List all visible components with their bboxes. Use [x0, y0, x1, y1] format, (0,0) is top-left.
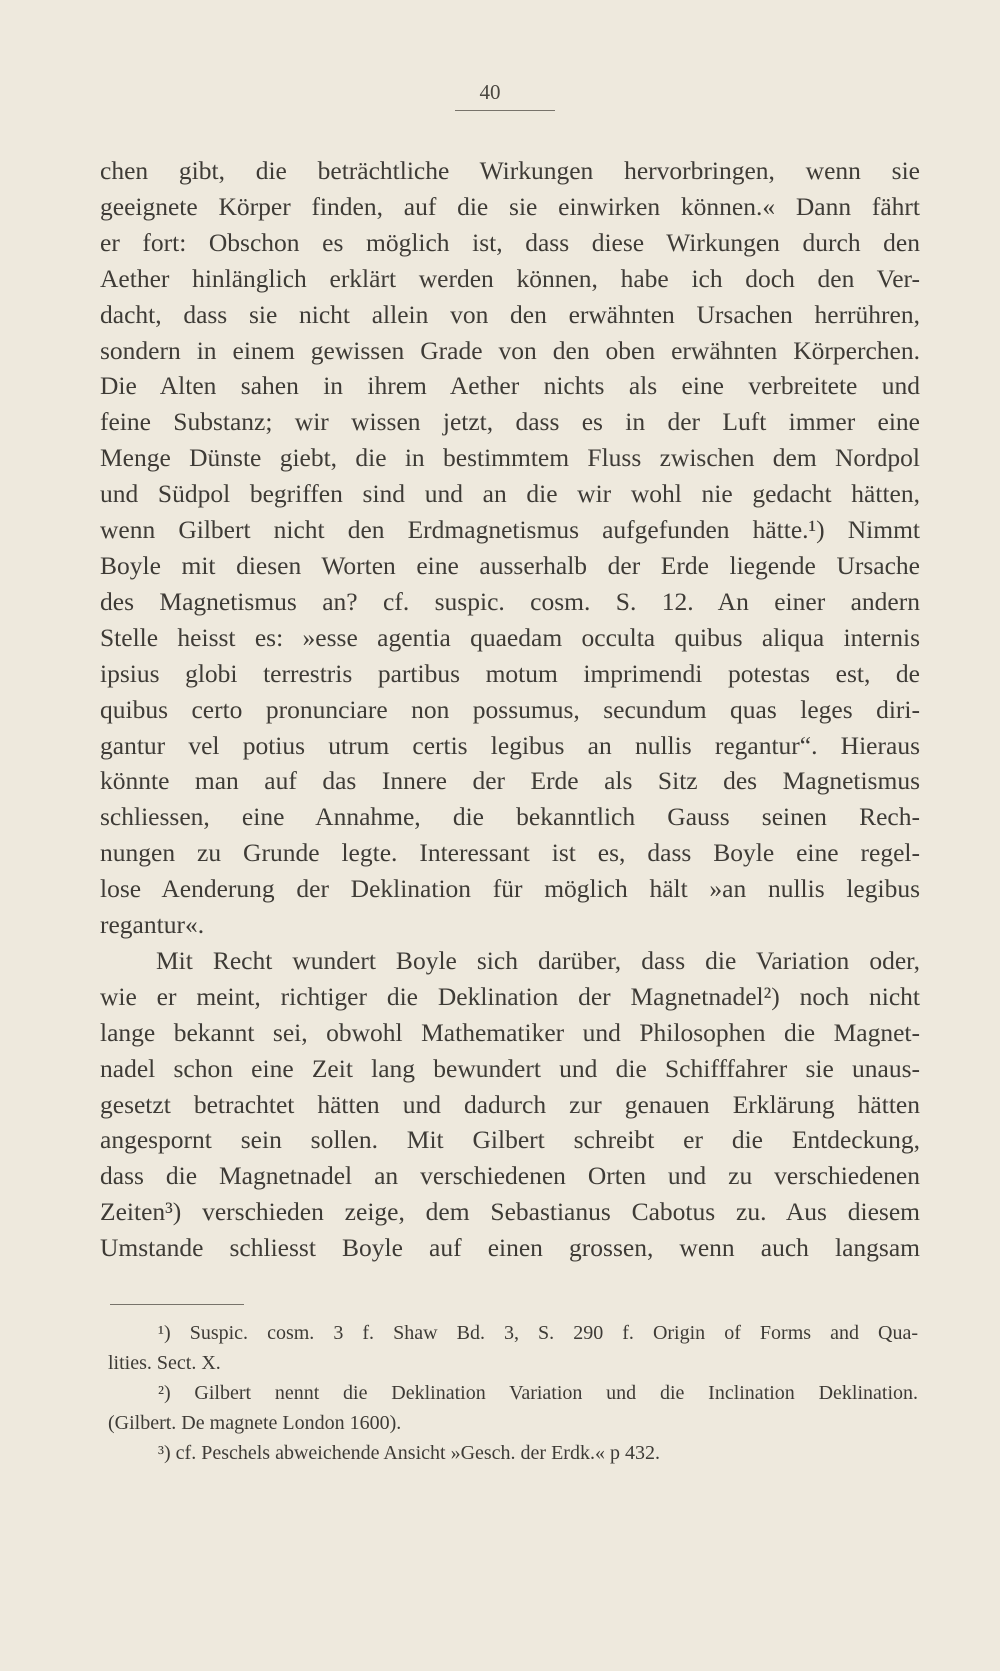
text-line: Zeiten³) verschieden zeige, dem Sebastianus Cabotus zu. Aus diesem — [100, 1197, 920, 1227]
text-line: wenn Gilbert nicht den Erdmagnetismus aufgefunden hätte.¹) Nimmt — [100, 515, 920, 545]
text-line: lange bekannt sei, obwohl Mathematiker und Philosophen die Magnet- — [100, 1017, 920, 1047]
text-line: Stelle heisst es: »esse agentia quaedam occulta quibus aliqua internis — [100, 622, 920, 652]
text-line: Boyle mit diesen Worten eine ausserhalb der Erde liegende Ursache — [100, 550, 920, 580]
text-line: schliessen, eine Annahme, die bekanntlich Gauss seinen Rech- — [100, 802, 920, 832]
text-line: chen gibt, die beträchtliche Wirkungen hervorbringen, wenn sie — [100, 156, 920, 185]
footnote-line: (Gilbert. De magnete London 1600). — [108, 1412, 402, 1434]
text-line: sondern in einem gewissen Grade von den oben erwähnten Körperchen. — [100, 335, 920, 365]
footnote-line: ³) cf. Peschels abweichende Ansicht »Gesch. der Erdk.« p 432. — [158, 1442, 660, 1464]
text-line: gantur vel potius utrum certis legibus an nullis regantur“. Hieraus — [100, 730, 920, 760]
paragraph-1 — [100, 153, 920, 943]
body-text — [100, 153, 920, 1266]
text-line: lose Aenderung der Deklination für möglich hält »an nullis legibus — [100, 874, 920, 904]
footnote-3 — [108, 1438, 918, 1468]
footnote-rule — [110, 1304, 244, 1305]
text-line: feine Substanz; wir wissen jetzt, dass es in der Luft immer eine — [100, 407, 920, 437]
text-line: Die Alten sahen in ihrem Aether nichts als eine verbreitete und — [100, 371, 920, 401]
text-line: Menge Dünste giebt, die in bestimmtem Fluss zwischen dem Nordpol — [100, 443, 920, 473]
paragraph-2 — [100, 943, 920, 1266]
text-line: Mit Recht wundert Boyle sich darüber, dass die Variation oder, — [156, 945, 920, 975]
text-line: dacht, dass sie nicht allein von den erwähnten Ursachen herrühren, — [100, 299, 920, 329]
text-line: gesetzt betrachtet hätten und dadurch zur genauen Erklärung hätten — [100, 1089, 920, 1119]
page-number: 40 — [479, 80, 501, 104]
text-line: Aether hinlänglich erklärt werden können, habe ich doch den Ver- — [100, 263, 920, 293]
text-line: er fort: Obschon es möglich ist, dass diese Wirkungen durch den — [100, 227, 920, 257]
header-rule — [455, 110, 555, 111]
text-line: geeignete Körper finden, auf die sie einwirken können.« Dann fährt — [100, 191, 920, 221]
text-line: des Magnetismus an? cf. suspic. cosm. S. 12. An einer andern — [100, 586, 920, 616]
footnote-line: ¹) Suspic. cosm. 3 f. Shaw Bd. 3, S. 290 f. Origin of Forms and Qua- — [158, 1322, 918, 1344]
footnote-2 — [108, 1378, 918, 1438]
text-line: und Südpol begriffen sind und an die wir wohl nie gedacht hätten, — [100, 479, 920, 509]
text-line: könnte man auf das Innere der Erde als Sitz des Magnetismus — [100, 766, 920, 796]
text-line: angespornt sein sollen. Mit Gilbert schreibt er die Entdeckung, — [100, 1125, 920, 1155]
text-line: nadel schon eine Zeit lang bewundert und die Schifffahrer sie unaus- — [100, 1053, 920, 1083]
footnote-line: ²) Gilbert nennt die Deklination Variation und die Inclination Deklination. — [158, 1382, 918, 1404]
text-line: quibus certo pronunciare non possumus, secundum quas leges diri- — [100, 694, 920, 724]
text-line: Umstande schliesst Boyle auf einen grossen, wenn auch langsam — [100, 1233, 920, 1263]
text-line: ipsius globi terrestris partibus motum imprimendi potestas est, de — [100, 658, 920, 688]
footnote-1 — [108, 1318, 918, 1378]
text-line: wie er meint, richtiger die Deklination der Magnetnadel²) noch nicht — [100, 981, 920, 1011]
text-line: dass die Magnetnadel an verschiedenen Orten und zu verschiedenen — [100, 1161, 920, 1191]
text-line: regantur«. — [100, 910, 205, 940]
footnotes — [108, 1318, 918, 1468]
footnote-line: lities. Sect. X. — [108, 1352, 221, 1374]
text-line: nungen zu Grunde legte. Interessant ist es, dass Boyle eine regel- — [100, 838, 920, 868]
